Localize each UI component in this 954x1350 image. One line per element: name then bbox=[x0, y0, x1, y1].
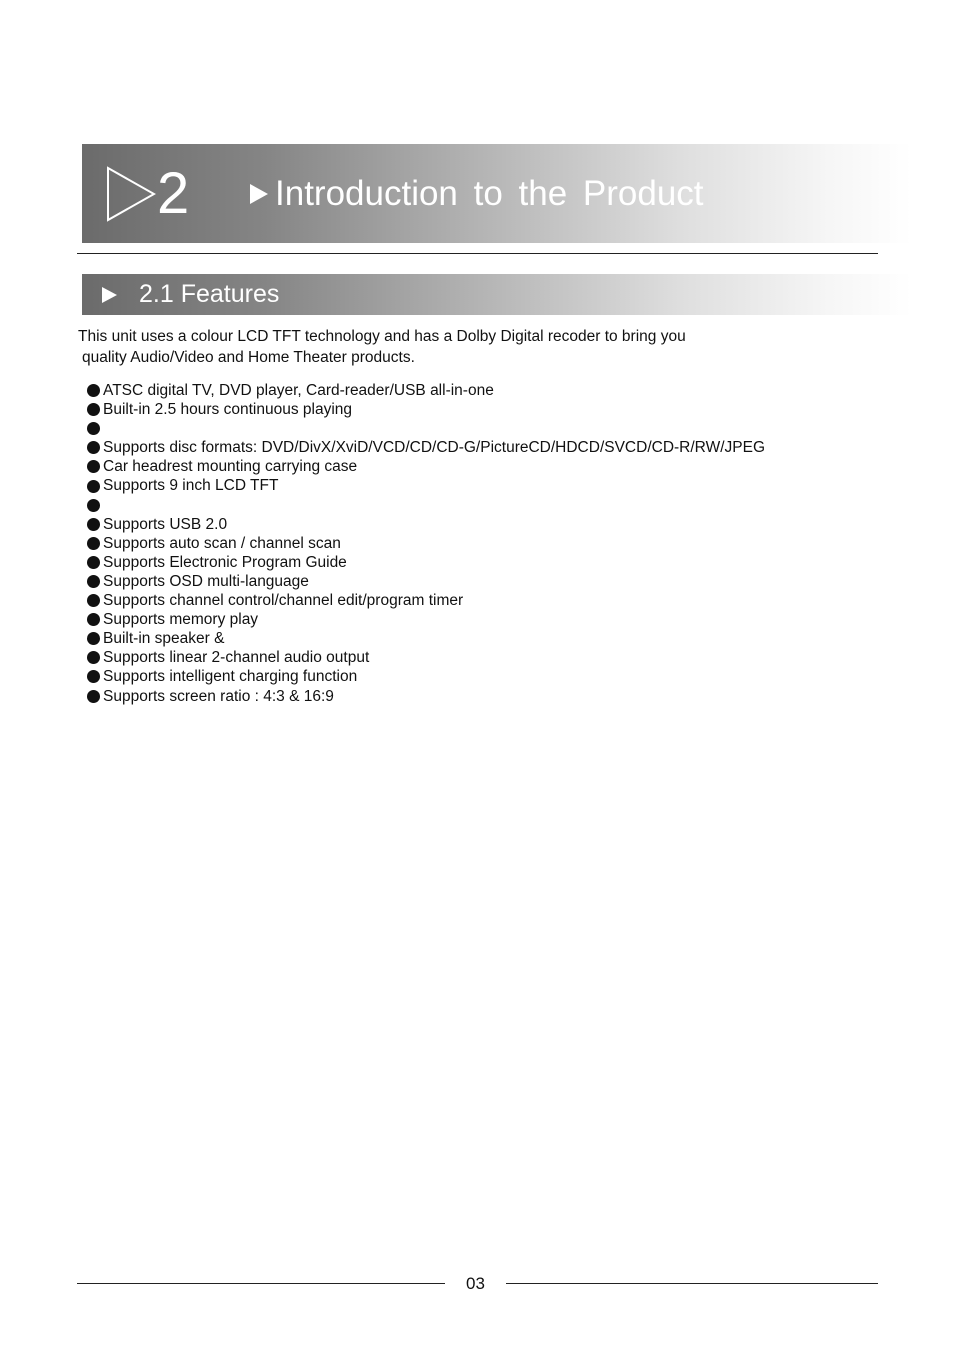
list-item bbox=[87, 687, 765, 706]
bullet-icon bbox=[87, 384, 100, 397]
feature-list bbox=[87, 381, 765, 706]
list-item bbox=[87, 381, 765, 400]
list-item bbox=[87, 515, 765, 534]
list-item bbox=[87, 572, 765, 591]
bullet-icon bbox=[87, 632, 100, 645]
outlined-triangle-icon bbox=[106, 166, 156, 222]
list-item bbox=[87, 457, 765, 476]
bullet-icon bbox=[87, 422, 100, 435]
feature-text: Supports memory play bbox=[103, 611, 259, 629]
list-item bbox=[87, 438, 765, 457]
footer-divider-left bbox=[77, 1283, 445, 1284]
feature-text: Supports channel control/channel edit/program timer bbox=[103, 592, 464, 610]
bullet-icon bbox=[87, 403, 100, 416]
list-item bbox=[87, 419, 765, 438]
intro-paragraph bbox=[78, 326, 798, 368]
list-item bbox=[87, 476, 765, 495]
page-number: 03 bbox=[466, 1274, 485, 1293]
section-title: 2.1 Features bbox=[139, 280, 280, 308]
section-banner bbox=[82, 274, 912, 315]
footer-divider-right bbox=[506, 1283, 878, 1284]
list-item bbox=[87, 667, 765, 686]
list-item bbox=[87, 610, 765, 629]
list-item bbox=[87, 553, 765, 572]
bullet-icon bbox=[87, 537, 100, 550]
bullet-icon bbox=[87, 651, 100, 664]
feature-text: Supports screen ratio : 4:3 & 16:9 bbox=[103, 687, 334, 705]
list-item bbox=[87, 400, 765, 419]
bullet-icon bbox=[87, 499, 100, 512]
bullet-icon bbox=[87, 518, 100, 531]
feature-text: Supports OSD multi-language bbox=[103, 572, 309, 590]
feature-text: Supports auto scan / channel scan bbox=[103, 534, 341, 552]
bullet-icon bbox=[87, 460, 100, 473]
filled-triangle-icon bbox=[250, 184, 268, 204]
bullet-icon bbox=[87, 480, 100, 493]
feature-text: Supports Electronic Program Guide bbox=[103, 553, 347, 571]
bullet-icon bbox=[87, 670, 100, 683]
feature-text: Supports disc formats: DVD/DivX/XviD/VCD/CD/CD-G/PictureCD/HDCD/SVCD/CD-R/RW/JPEG bbox=[103, 439, 766, 457]
chapter-title: Introduction to the Product bbox=[275, 174, 704, 213]
bullet-icon bbox=[87, 556, 100, 569]
chapter-divider bbox=[77, 253, 878, 254]
bullet-icon bbox=[87, 613, 100, 626]
feature-text: Supports 9 inch LCD TFT bbox=[103, 477, 279, 495]
chapter-banner bbox=[82, 144, 912, 243]
intro-line: quality Audio/Video and Home Theater products. bbox=[82, 349, 415, 366]
feature-text: Supports USB 2.0 bbox=[103, 515, 228, 533]
feature-text: Built-in speaker & bbox=[103, 630, 225, 648]
feature-text: Car headrest mounting carrying case bbox=[103, 458, 358, 476]
feature-text: Built-in 2.5 hours continuous playing bbox=[103, 401, 353, 419]
list-item bbox=[87, 648, 765, 667]
list-item bbox=[87, 629, 765, 648]
feature-text: Supports intelligent charging function bbox=[103, 668, 358, 686]
list-item bbox=[87, 591, 765, 610]
bullet-icon bbox=[87, 575, 100, 588]
feature-text: ATSC digital TV, DVD player, Card-reader/USB all-in-one bbox=[103, 382, 494, 399]
filled-triangle-icon bbox=[102, 287, 117, 303]
list-item bbox=[87, 534, 765, 553]
feature-text: Supports linear 2-channel audio output bbox=[103, 649, 370, 667]
list-item bbox=[87, 496, 765, 515]
intro-line: This unit uses a colour LCD TFT technology and has a Dolby Digital recoder to bring you bbox=[78, 328, 686, 345]
bullet-icon bbox=[87, 594, 100, 607]
chapter-number: 2 bbox=[157, 161, 190, 226]
bullet-icon bbox=[87, 690, 100, 703]
bullet-icon bbox=[87, 441, 100, 454]
